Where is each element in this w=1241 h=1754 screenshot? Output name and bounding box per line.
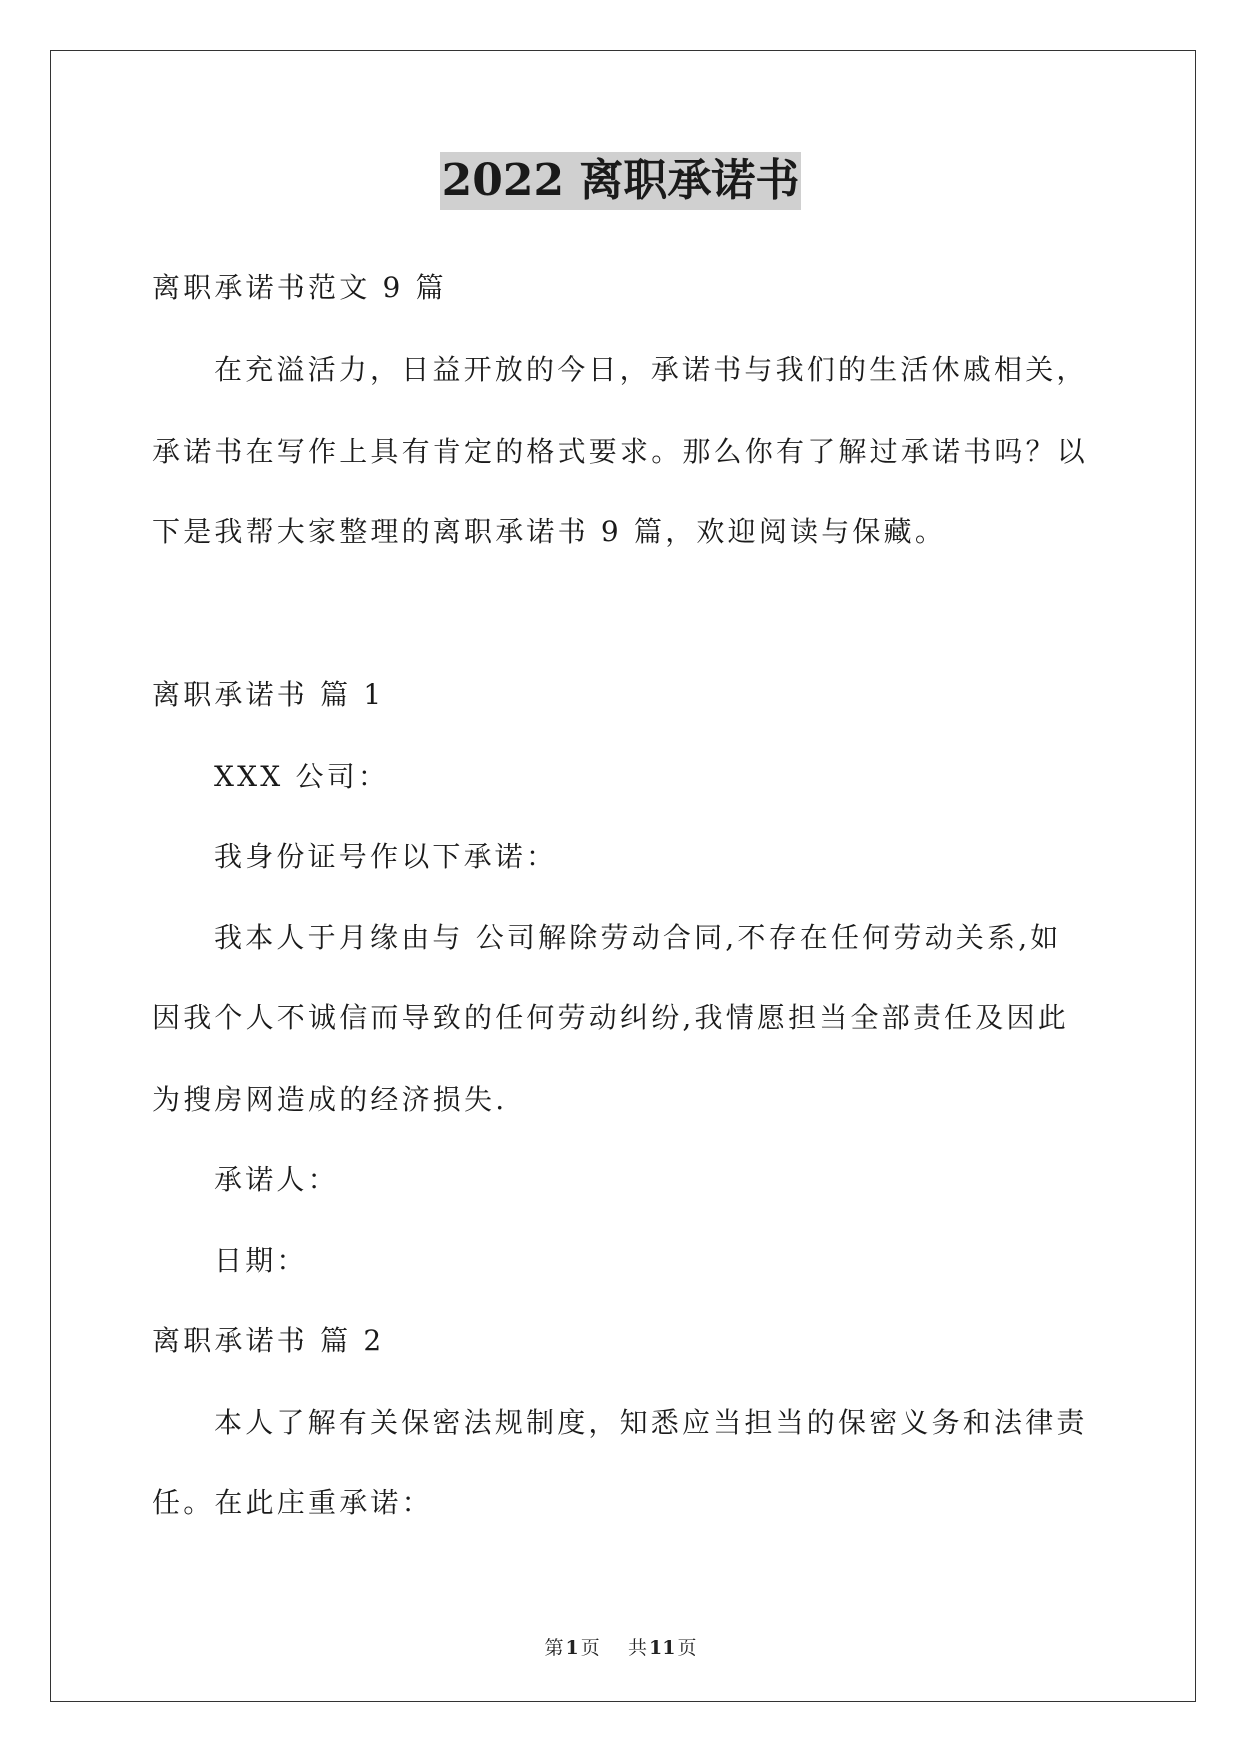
page-number: 1 bbox=[565, 1637, 579, 1659]
total-label-prefix: 共 bbox=[627, 1637, 647, 1659]
section1-body-line-3: 为搜房网造成的经济损失. bbox=[152, 1083, 508, 1116]
total-pages: 11 bbox=[648, 1637, 676, 1659]
section1-date: 日期： bbox=[214, 1244, 308, 1277]
section2-body-line-2: 任。在此庄重承诺： bbox=[152, 1486, 433, 1519]
document-subtitle: 离职承诺书范文 9 篇 bbox=[152, 271, 447, 304]
section1-signer: 承诺人： bbox=[214, 1163, 339, 1196]
page-label-suffix: 页 bbox=[580, 1637, 600, 1659]
section2-body-line-1: 本人了解有关保密法规制度，知悉应当担当的保密义务和法律责 bbox=[214, 1406, 1088, 1439]
section1-heading: 离职承诺书 篇 1 bbox=[152, 678, 385, 711]
page-footer bbox=[0, 1636, 1241, 1660]
intro-line-3: 下是我帮大家整理的离职承诺书 9 篇，欢迎阅读与保藏。 bbox=[152, 515, 947, 548]
intro-line-1: 在充溢活力，日益开放的今日，承诺书与我们的生活休戚相关， bbox=[214, 353, 1088, 386]
section1-body-line-1: 我本人于月缘由与 公司解除劳动合同,不存在任何劳动关系,如 bbox=[214, 921, 1062, 954]
section1-salutation: XXX 公司： bbox=[214, 760, 390, 793]
intro-line-2: 承诺书在写作上具有肯定的格式要求。那么你有了解过承诺书吗？以 bbox=[152, 435, 1089, 468]
page-label-prefix: 第 bbox=[544, 1637, 564, 1659]
section1-statement: 我身份证号作以下承诺： bbox=[214, 840, 558, 873]
section1-body-line-2: 因我个人不诚信而导致的任何劳动纠纷,我情愿担当全部责任及因此 bbox=[152, 1001, 1069, 1034]
document-title: 2022 离职承诺书 bbox=[440, 152, 802, 210]
total-label-suffix: 页 bbox=[677, 1637, 697, 1659]
section2-heading: 离职承诺书 篇 2 bbox=[152, 1324, 385, 1357]
title-container bbox=[0, 152, 1241, 210]
